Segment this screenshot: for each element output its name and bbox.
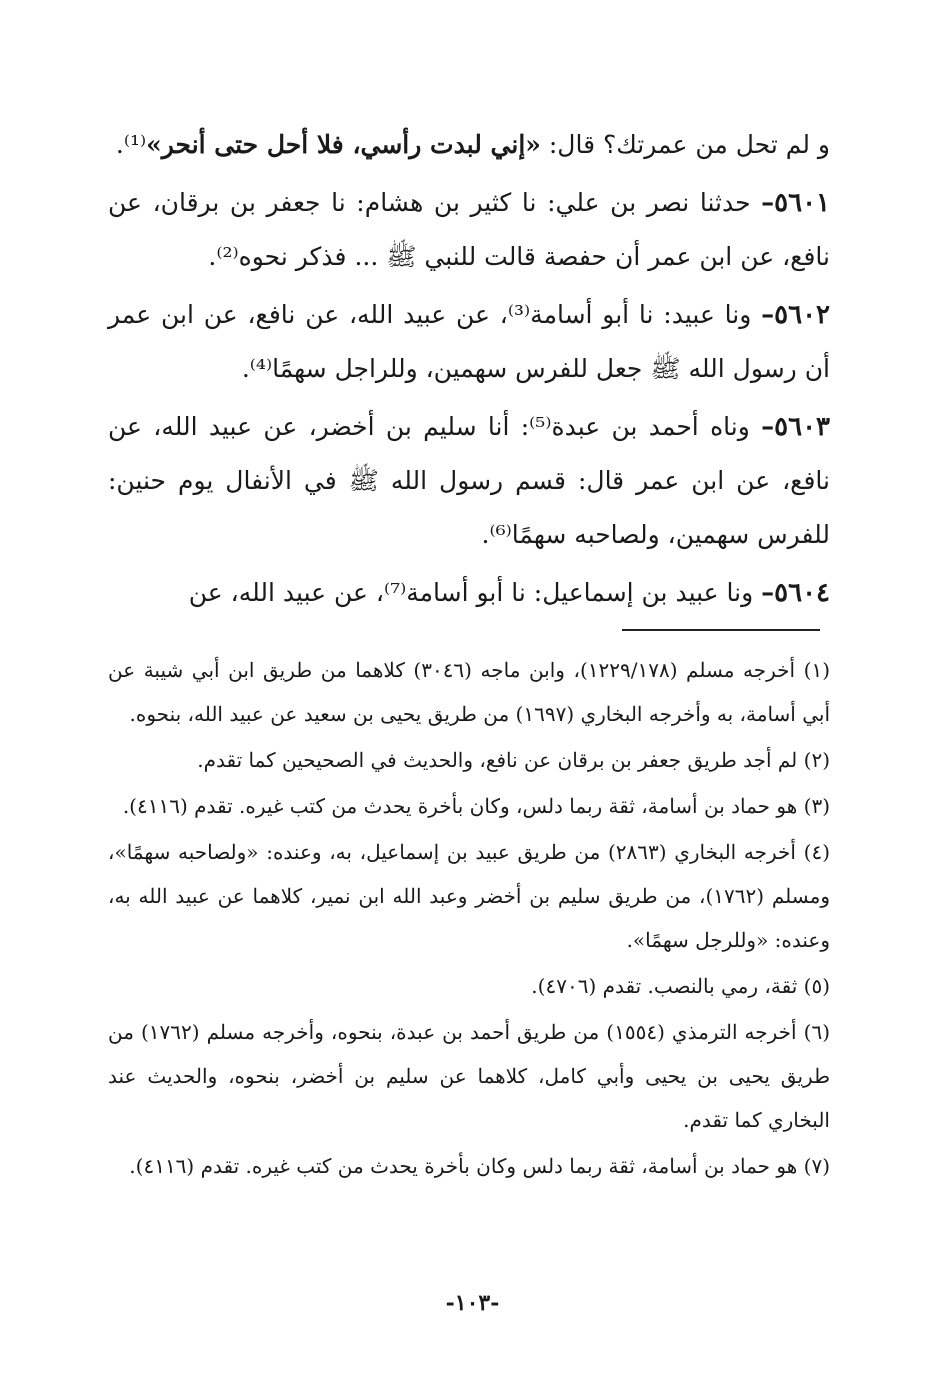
hadith-text: ونا عبيد: نا أبو أسامة⁽³⁾، عن عبيد الله، عن نافع، عن ابن عمر أن رسول الله ﷺ جعل للفرس سهمين، وللراجل سهمًا⁽⁴⁾. [108, 300, 830, 383]
opening-line [108, 118, 830, 172]
main-text [108, 118, 830, 624]
hadith-5601 [108, 176, 830, 284]
footnote-divider [622, 629, 820, 631]
hadith-number: ٥٦٠١– [761, 188, 830, 218]
hadith-5604 [108, 566, 830, 620]
footnote-2: (٢) لم أجد طريق جعفر بن برقان عن نافع، والحديث في الصحيحين كما تقدم. [197, 748, 830, 772]
footnote-1: (١) أخرجه مسلم (١٢٢٩/١٧٨)، وابن ماجه (٣٠٤٦) كلاهما من طريق ابن أبي شيبة عن أبي أسامة، به وأخرجه البخاري (١٦٩٧) من طريق يحيى بن سعيد عن عبيد الله، بنحوه. [108, 658, 830, 726]
footnotes [108, 648, 830, 1190]
hadith-5603 [108, 400, 830, 562]
footnote-4: (٤) أخرجه البخاري (٢٨٦٣) من طريق عبيد بن إسماعيل، به، وعنده: «ولصاحبه سهمًا»، ومسلم (١٧٦٢)، من طريق سليم بن أخضر وعبد الله ابن نمير، كلاهما عن عبيد الله به، وعنده: «وللرجل سهمًا». [108, 840, 830, 952]
hadith-5602 [108, 288, 830, 396]
footnote-7: (٧) هو حماد بن أسامة، ثقة ربما دلس وكان بأخرة يحدث من كتب غيره. تقدم (٤١١٦). [129, 1154, 830, 1178]
footnote-5: (٥) ثقة، رمي بالنصب. تقدم (٤٧٠٦). [531, 974, 830, 998]
footnote-6: (٦) أخرجه الترمذي (١٥٥٤) من طريق أحمد بن عبدة، بنحوه، وأخرجه مسلم (١٧٦٢) من طريق يحيى بن يحيى وأبي كامل، كلاهما عن سليم بن أخضر، بنحوه، والحديث عند البخاري كما تقدم. [108, 1020, 831, 1132]
hadith-number: ٥٦٠٣– [761, 412, 830, 442]
page-number: -١٠٣- [445, 1290, 500, 1316]
opening-line-end: ⁽¹⁾. [115, 130, 147, 159]
hadith-text: ونا عبيد بن إسماعيل: نا أبو أسامة⁽⁷⁾، عن عبيد الله، عن [188, 578, 762, 607]
hadith-quote: «إني لبدت رأسي، فلا أحل حتى أنحر» [146, 130, 541, 159]
hadith-text: وناه أحمد بن عبدة⁽⁵⁾: أنا سليم بن أخضر، عن عبيد الله، عن نافع، عن ابن عمر قال: قسم رسول الله ﷺ في الأنفال يوم حنين: للفرس سهمين، ولصاحبه سهمًا⁽⁶⁾. [108, 412, 830, 549]
hadith-number: ٥٦٠٢– [761, 300, 830, 330]
hadith-text: حدثنا نصر بن علي: نا كثير بن هشام: نا جعفر بن برقان، عن نافع، عن ابن عمر أن حفصة قالت للنبي ﷺ ... فذكر نحوه⁽²⁾. [108, 188, 830, 271]
hadith-number: ٥٦٠٤– [761, 578, 830, 608]
footnote-3: (٣) هو حماد بن أسامة، ثقة ربما دلس، وكان بأخرة يحدث من كتب غيره. تقدم (٤١١٦). [122, 794, 830, 818]
opening-line-text: و لم تحل من عمرتك؟ قال: [540, 130, 830, 159]
